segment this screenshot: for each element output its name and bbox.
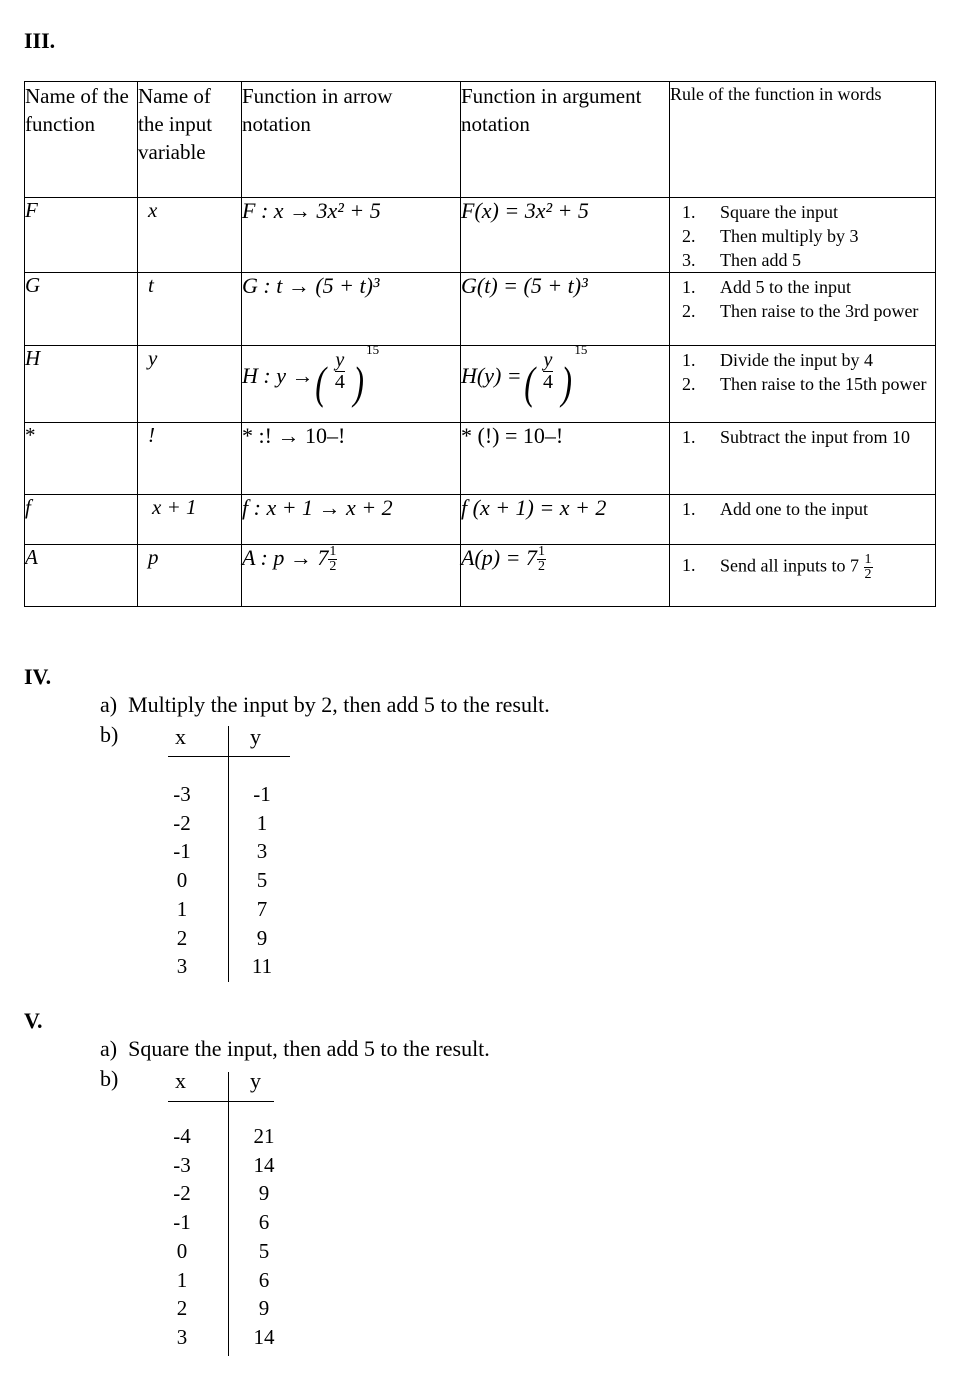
section-4-part-b-label: b) xyxy=(100,722,119,747)
argument-notation: H(y) =( $\frac{y}{4}$ )$^{15}$ xyxy=(461,346,670,423)
x-value: -3 xyxy=(173,782,191,806)
section-4-x-header: x xyxy=(175,724,186,749)
function-name: * xyxy=(25,423,138,495)
y-value: 7 xyxy=(256,896,268,921)
arrow-notation: * :! → 10–! xyxy=(242,423,461,495)
x-value: -4 xyxy=(173,1124,191,1148)
section-5-part-b-label: b) xyxy=(100,1066,119,1091)
y-value: -1 xyxy=(253,782,271,806)
section-5-label: V. xyxy=(24,1008,43,1033)
section-5-table-rule xyxy=(168,1101,274,1102)
section-5-y-header: y xyxy=(250,1068,261,1093)
x-value: 0 xyxy=(176,1238,188,1263)
x-values xyxy=(162,1122,202,1352)
header-rule: Rule of the function in words xyxy=(670,82,936,198)
header-input: Name of the input variable xyxy=(138,82,242,198)
table-row xyxy=(25,273,936,346)
rule-words: 1. Subtract the input from 10 xyxy=(670,423,936,495)
section-4-part-a: a) Multiply the input by 2, then add 5 to the result. xyxy=(100,692,550,717)
y-value: 14 xyxy=(253,1324,275,1349)
y-value: 9 xyxy=(258,1296,270,1321)
section-4-table-divider xyxy=(228,726,229,982)
x-value: -2 xyxy=(173,810,191,835)
x-value: -2 xyxy=(173,1181,191,1206)
arrow-notation: G : t → (5 + t)³ xyxy=(242,273,461,346)
input-variable: t xyxy=(138,273,242,346)
input-variable: p xyxy=(138,545,242,607)
header-argument: Function in argument notation xyxy=(461,82,670,198)
y-value: 5 xyxy=(256,868,268,893)
table-row xyxy=(25,423,936,495)
x-values xyxy=(162,780,202,981)
argument-notation: A(p) = 7 $\frac{1}{2}$ xyxy=(461,545,670,607)
rule-words: 1. Add 5 to the input 2. Then raise to the 3rd power xyxy=(670,273,936,346)
section-4-label: IV. xyxy=(24,664,52,689)
x-value: -1 xyxy=(173,839,191,864)
section-5-x-header: x xyxy=(175,1068,186,1093)
x-value: 2 xyxy=(176,1296,188,1321)
table-row xyxy=(25,198,936,273)
arrow-notation: H : y →( $\frac{y}{4}$ )$^{15}$ xyxy=(242,346,461,423)
y-value: 9 xyxy=(256,925,268,950)
input-variable: ! xyxy=(138,423,242,495)
header-name: Name of the function xyxy=(25,82,138,198)
rule-words: 1. Send all inputs to 7 $\frac{1}{2}$ xyxy=(670,545,936,607)
y-values xyxy=(242,780,282,981)
x-value: 1 xyxy=(176,896,188,921)
arrow-notation: A : p → 7 $\frac{1}{2}$ xyxy=(242,545,461,607)
rule-words: 1. Divide the input by 4 2. Then raise to the 15th power xyxy=(670,346,936,423)
argument-notation: * (!) = 10–! xyxy=(461,423,670,495)
y-values xyxy=(244,1122,284,1352)
section-4-y-header: y xyxy=(250,724,261,749)
table-row xyxy=(25,495,936,545)
y-value: 21 xyxy=(253,1124,275,1148)
argument-notation: G(t) = (5 + t)³ xyxy=(461,273,670,346)
x-value: 2 xyxy=(176,925,188,950)
section-3-label: III. xyxy=(24,28,56,53)
section-5-table-divider xyxy=(228,1072,229,1356)
arrow-notation: F : x → 3x² + 5 xyxy=(242,198,461,273)
section-4-table-rule xyxy=(168,756,290,757)
input-variable: x xyxy=(138,198,242,273)
y-value: 11 xyxy=(251,954,273,979)
y-value: 3 xyxy=(256,839,268,864)
header-arrow: Function in arrow notation xyxy=(242,82,461,198)
y-value: 5 xyxy=(258,1238,270,1263)
function-name: F xyxy=(25,198,138,273)
function-table xyxy=(24,81,936,607)
function-name: A xyxy=(25,545,138,607)
input-variable: x + 1 xyxy=(138,495,242,545)
argument-notation: f (x + 1) = x + 2 xyxy=(461,495,670,545)
argument-notation: F(x) = 3x² + 5 xyxy=(461,198,670,273)
rule-words: 1. Add one to the input xyxy=(670,495,936,545)
y-value: 14 xyxy=(253,1152,275,1177)
y-value: 1 xyxy=(256,810,268,835)
y-value: 9 xyxy=(258,1181,270,1206)
function-name: f xyxy=(25,495,138,545)
x-value: 0 xyxy=(176,868,188,893)
function-name: H xyxy=(25,346,138,423)
table-row xyxy=(25,346,936,423)
x-value: 3 xyxy=(176,954,188,979)
y-value: 6 xyxy=(258,1210,270,1235)
y-value: 6 xyxy=(258,1267,270,1292)
table-row xyxy=(25,545,936,607)
x-value: -1 xyxy=(173,1210,191,1235)
table-header-row xyxy=(25,82,936,198)
input-variable: y xyxy=(138,346,242,423)
x-value: -3 xyxy=(173,1152,191,1177)
arrow-notation: f : x + 1 → x + 2 xyxy=(242,495,461,545)
section-5-part-a: a) Square the input, then add 5 to the result. xyxy=(100,1036,490,1061)
x-value: 3 xyxy=(176,1324,188,1349)
rule-words: 1. Square the input 2. Then multiply by 3 3. Then add 5 xyxy=(670,198,936,273)
function-name: G xyxy=(25,273,138,346)
x-value: 1 xyxy=(176,1267,188,1292)
